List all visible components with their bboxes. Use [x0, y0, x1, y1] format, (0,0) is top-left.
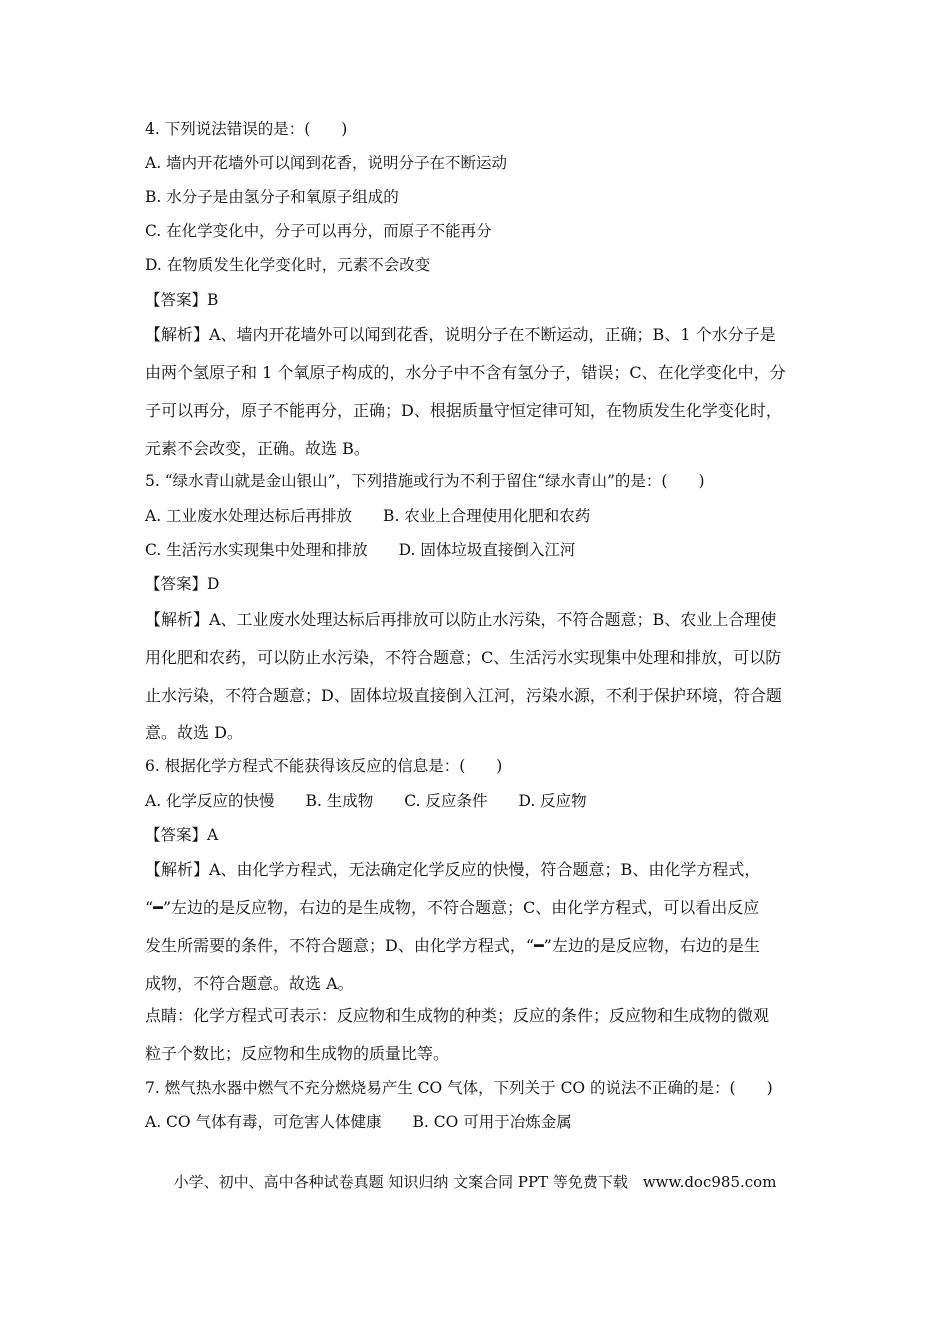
q5-analysis-line: 止水污染，不符合题意；D、固体垃圾直接倒入江河，污染水源，不利于保护环境，符合题	[145, 686, 782, 705]
q6-analysis-line: “━”左边的是反应物，右边的是生成物，不符合题意；C、由化学方程式，可以看出反应	[145, 898, 760, 917]
q4-analysis-line: 【解析】A、墙内开花墙外可以闻到花香，说明分子在不断运动，正确；B、1 个水分子是	[145, 325, 776, 344]
q5-analysis-line: 【解析】A、工业废水处理达标后再排放可以防止水污染，不符合题意；B、农业上合理使	[145, 610, 777, 629]
q6-analysis-line: 成物，不符合题意。故选 A。	[145, 974, 354, 993]
q4-option-b: B. 水分子是由氢分子和氧原子组成的	[145, 188, 399, 206]
page-footer: 小学、初中、高中各种试卷真题 知识归纳 文案合同 PPT 等免费下载 www.doc985.com	[173, 1173, 777, 1191]
q4-analysis-line: 元素不会改变，正确。故选 B。	[145, 439, 370, 458]
q4-analysis-line: 子可以再分，原子不能再分，正确；D、根据质量守恒定律可知，在物质发生化学变化时，	[145, 401, 782, 420]
q5-analysis-line: 意。故选 D。	[145, 723, 243, 742]
q4-option-a: A. 墙内开花墙外可以闻到花香，说明分子在不断运动	[145, 154, 508, 172]
q6-options: A. 化学反应的快慢 B. 生成物 C. 反应条件 D. 反应物	[145, 792, 587, 810]
q7-options: A. CO 气体有毒，可危害人体健康 B. CO 可用于冶炼金属	[145, 1113, 572, 1131]
q6-answer: 【答案】A	[145, 826, 219, 844]
q5-options-cd: C. 生活污水实现集中处理和排放 D. 固体垃圾直接倒入江河	[145, 541, 576, 559]
q4-answer: 【答案】B	[145, 291, 219, 309]
q6-note-line: 粒子个数比；反应物和生成物的质量比等。	[145, 1044, 450, 1063]
q6-analysis-line: 【解析】A、由化学方程式，无法确定化学反应的快慢，符合题意；B、由化学方程式，	[145, 860, 761, 879]
q4-option-d: D. 在物质发生化学变化时，元素不会改变	[145, 256, 431, 274]
q6-analysis-line: 发生所需要的条件，不符合题意；D、由化学方程式，“━”左边的是反应物，右边的是生	[145, 936, 760, 955]
q5-options-ab: A. 工业废水处理达标后再排放 B. 农业上合理使用化肥和农药	[145, 507, 591, 525]
q6-stem: 6. 根据化学方程式不能获得该反应的信息是：( )	[145, 757, 503, 775]
q4-stem: 4. 下列说法错误的是：( )	[145, 120, 348, 138]
q4-analysis-line: 由两个氢原子和 1 个氧原子构成的，水分子中不含有氢分子，错误；C、在化学变化中，分	[145, 363, 786, 382]
q5-answer: 【答案】D	[145, 575, 220, 593]
q6-note-line: 点睛：化学方程式可表示：反应物和生成物的种类；反应的条件；反应物和生成物的微观	[145, 1006, 770, 1025]
q5-analysis-line: 用化肥和农药，可以防止水污染，不符合题意；C、生活污水实现集中处理和排放，可以防	[145, 648, 782, 667]
q7-stem: 7. 燃气热水器中燃气不充分燃烧易产生 CO 气体，下列关于 CO 的说法不正确的是：( )	[145, 1079, 773, 1097]
q4-option-c: C. 在化学变化中，分子可以再分，而原子不能再分	[145, 222, 492, 240]
q5-stem: 5. “绿水青山就是金山银山”，下列措施或行为不利于留住“绿水青山”的是：( )	[145, 472, 705, 490]
